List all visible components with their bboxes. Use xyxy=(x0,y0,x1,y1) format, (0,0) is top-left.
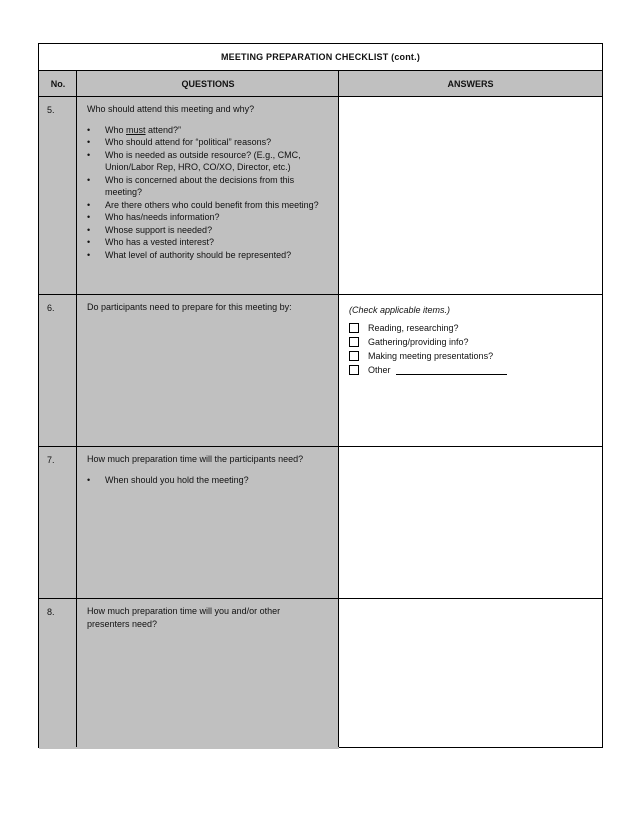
checklist-table xyxy=(38,43,603,748)
checkbox-label: Other xyxy=(368,365,391,375)
bullet-item: • Who is needed as outside resource? (E.g., CMC, Union/Labor Rep, HRO, CO/XO, Director, etc.) xyxy=(87,149,332,174)
question-cell xyxy=(87,605,312,630)
header-answers: ANSWERS xyxy=(447,78,494,89)
bullet-item: • What level of authority should be represented? xyxy=(87,249,332,262)
checkbox-square-icon[interactable] xyxy=(349,323,359,333)
bullet-item: • Who must attend?” xyxy=(87,124,332,137)
question-text: How much preparation time will you and/or other presenters need? xyxy=(87,606,281,629)
question-text: Do participants need to prepare for this meeting by: xyxy=(87,302,292,312)
table-body xyxy=(39,97,602,747)
checkbox-gathering[interactable] xyxy=(349,335,599,349)
table-header xyxy=(39,71,602,97)
question-bullets xyxy=(87,474,312,487)
column-divider xyxy=(338,71,339,747)
checkbox-label: Making meeting presentations? xyxy=(368,351,494,361)
row-number: 8. xyxy=(47,607,55,617)
answer-cell[interactable] xyxy=(339,97,602,294)
bullet-item: • Who is concerned about the decisions from this meeting? xyxy=(87,174,332,199)
table-title: MEETING PREPARATION CHECKLIST (cont.) xyxy=(39,44,602,71)
checkbox-other[interactable] xyxy=(349,363,599,377)
row-number: 7. xyxy=(47,455,55,465)
bullet-item: • Are there others who could benefit from this meeting? xyxy=(87,199,332,212)
column-divider xyxy=(76,71,77,747)
bullet-item: • Who should attend for “political” reasons? xyxy=(87,136,332,149)
checkbox-label: Reading, researching? xyxy=(368,323,459,333)
answer-cell[interactable] xyxy=(339,599,602,749)
row-number: 6. xyxy=(47,303,55,313)
question-cell xyxy=(87,103,332,261)
header-no: No. xyxy=(50,78,66,89)
table-row xyxy=(39,447,602,599)
answer-note: (Check applicable items.) xyxy=(349,305,451,315)
question-cell xyxy=(87,453,312,486)
checkbox-square-icon[interactable] xyxy=(349,337,359,347)
checkbox-reading[interactable] xyxy=(349,321,599,335)
header-questions: QUESTIONS xyxy=(181,78,235,89)
question-cell xyxy=(87,301,332,314)
bullet-item: • When should you hold the meeting? xyxy=(87,474,312,487)
table-row xyxy=(39,295,602,447)
bullet-item: • Whose support is needed? xyxy=(87,224,332,237)
checkbox-square-icon[interactable] xyxy=(349,351,359,361)
question-text: Who should attend this meeting and why? xyxy=(87,104,255,114)
bullet-item: • Who has a vested interest? xyxy=(87,236,332,249)
table-row xyxy=(39,97,602,295)
other-blank-field[interactable] xyxy=(396,365,507,375)
answer-cell xyxy=(349,303,599,377)
question-text: How much preparation time will the participants need? xyxy=(87,454,304,464)
checkbox-label: Gathering/providing info? xyxy=(368,337,469,347)
table-row xyxy=(39,599,602,749)
bullet-item: • Who has/needs information? xyxy=(87,211,332,224)
answer-cell[interactable] xyxy=(339,447,602,598)
checkbox-presentations[interactable] xyxy=(349,349,599,363)
row-number: 5. xyxy=(47,105,55,115)
question-bullets xyxy=(87,124,332,262)
checkbox-square-icon[interactable] xyxy=(349,365,359,375)
